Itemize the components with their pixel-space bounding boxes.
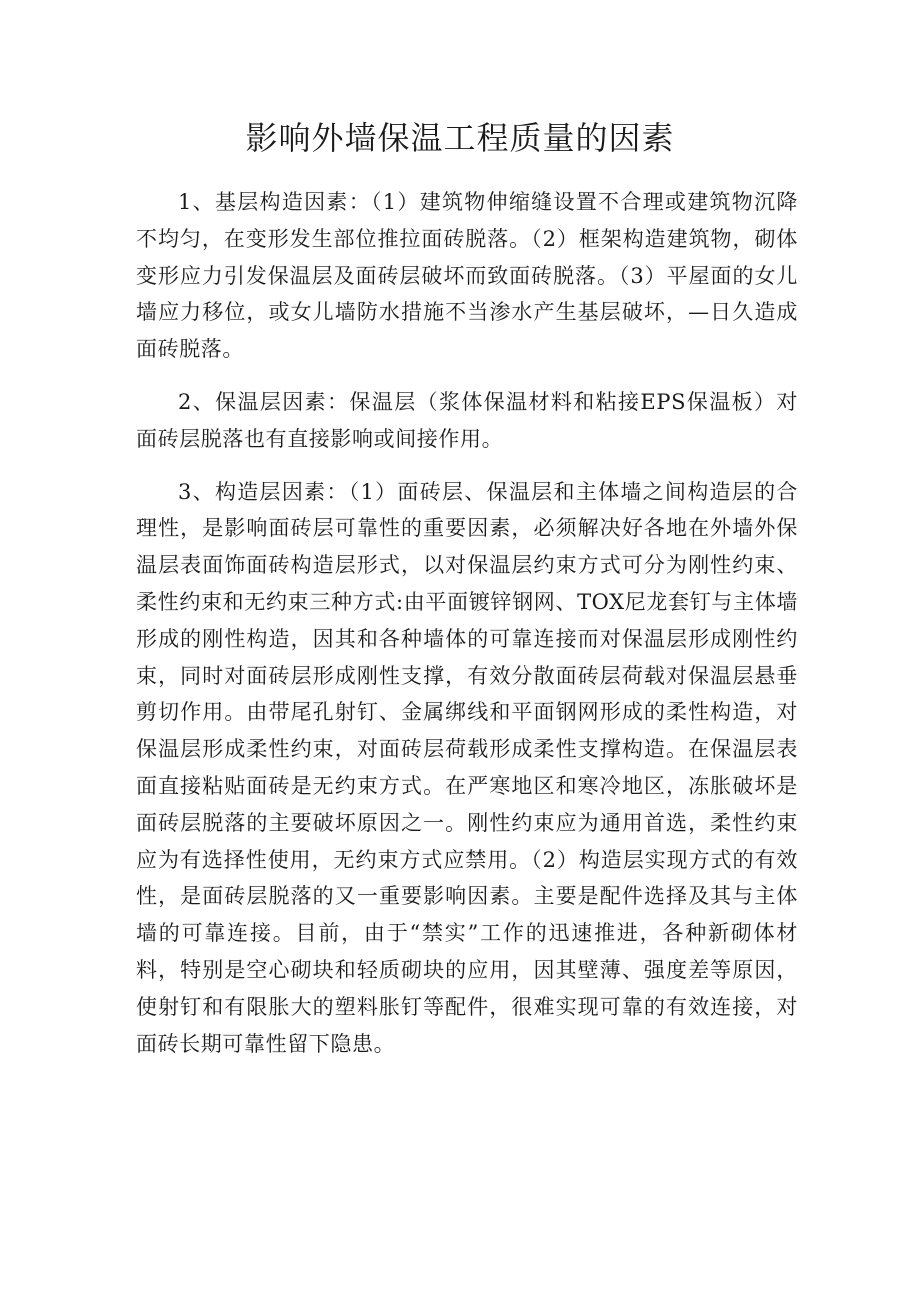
paragraph-insulation-layer: 2、保温层因素：保温层（浆体保温材料和粘接EPS保温板）对面砖层脱落也有直接影响或间接作用。	[136, 389, 798, 451]
document-title: 影响外墙保温工程质量的因素	[245, 119, 675, 157]
paragraph-base-structure: 1、基层构造因素：（1）建筑物伸缩缝设置不合理或建筑物沉降不均匀，在变形发生部位推拉面砖脱落。（2）框架构造建筑物，砌体变形应力引发保温层及面砖层破坏而致面砖脱落。（3）平屋面的女儿墙应力移位，或女儿墙防水措施不当渗水产生基层破坏，—日久造成面砖脱落。	[136, 190, 798, 362]
document-body	[136, 184, 798, 1078]
paragraph-construction-layer: 3、构造层因素：（1）面砖层、保温层和主体墙之间构造层的合理性，是影响面砖层可靠性的重要因素，必须解决好各地在外墙外保温层表面饰面砖构造层形式，以对保温层约束方式可分为刚性约束、柔性约束和无约束三种方式:由平面镀锌钢网、TOX尼龙套钉与主体墙形成的刚性构造，因其和各种墙体的可靠连接而对保温层形成刚性约束，同时对面砖层形成刚性支撑，有效分散面砖层荷载对保温层悬垂剪切作用。由带尾孔射钉、金属绑线和平面钢网形成的柔性构造，对保温层形成柔性约束，对面砖层荷载形成柔性支撑构造。在保温层表面直接粘贴面砖是无约束方式。在严寒地区和寒冷地区，冻胀破坏是面砖层脱落的主要破坏原因之一。刚性约束应为通用首选，柔性约束应为有选择性使用，无约束方式应禁用。（2）构造层实现方式的有效性，是面砖层脱落的又一重要影响因素。主要是配件选择及其与主体墙的可靠连接。目前，由于“禁实”工作的迅速推进，各种新砌体材料，特别是空心砌块和轻质砌块的应用，因其壁薄、强度差等原因，使射钉和有限胀大的塑料胀钉等配件，很难实现可靠的有效连接，对面砖长期可靠性留下隐患。	[136, 479, 798, 1056]
